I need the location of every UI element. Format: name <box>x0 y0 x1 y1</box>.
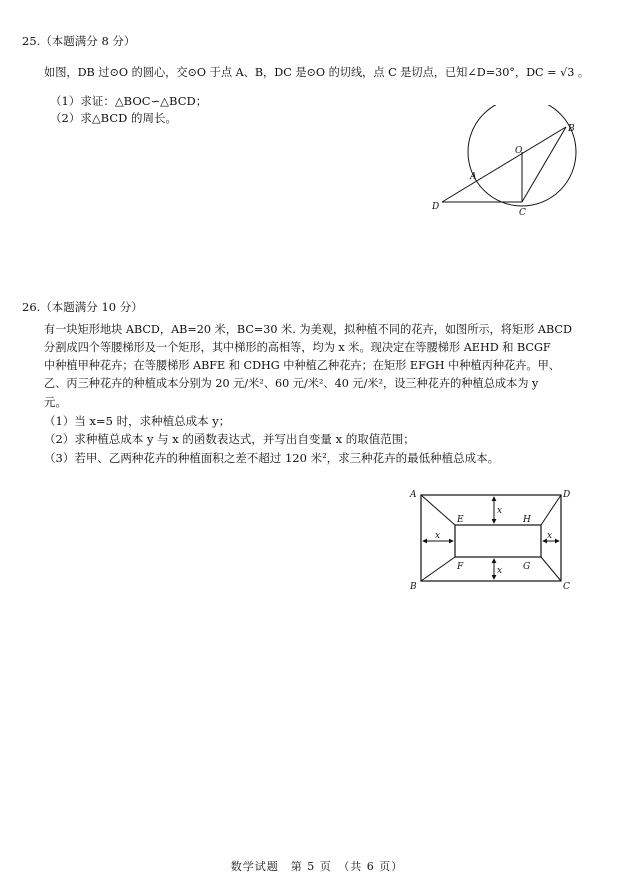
rect-efgh <box>455 525 541 557</box>
segment-cg <box>541 557 561 581</box>
label-x-bottom: x <box>497 566 503 576</box>
label-h: H <box>523 515 531 525</box>
q26-part1: （1）当 x=5 时，求种植总成本 y； <box>44 414 231 428</box>
label-x-left: x <box>435 531 441 541</box>
q26-part2: （2）求种植总成本 y 与 x 的函数表达式，并写出自变量 x 的取值范围； <box>44 432 415 446</box>
label-b: B <box>410 582 417 592</box>
q26-line3: 中种植甲种花卉；在等腰梯形 ABFE 和 CDHG 中种植乙种花卉；在矩形 EFGH 中种植丙种花卉。甲、 <box>44 359 560 372</box>
label-x-top: x <box>497 506 503 516</box>
label-o: O <box>515 146 523 156</box>
label-f: F <box>457 562 464 572</box>
q25-circle-figure <box>420 105 590 220</box>
q26-line5: 元。 <box>44 395 67 409</box>
q26-part3: （3）若甲、乙两种花卉的种植面积之差不超过 120 米²，求三种花卉的最低种植总成本。 <box>44 451 500 465</box>
label-a: A <box>470 172 477 182</box>
q26-line2: 分割成四个等腰梯形及一个矩形，其中梯形的高相等，均为 x 米。现决定在等腰梯形 AEHD 和 BCGF <box>44 341 551 354</box>
q25-part1: （1）求证：△BOC∽△BCD； <box>50 94 208 108</box>
q26-line4: 乙、丙三种花卉的种植成本分别为 20 元/米²、60 元/米²、40 元/米²，设三种花卉的种植总成本为 y <box>44 377 539 390</box>
label-g: G <box>523 562 531 572</box>
segment-ae <box>421 495 455 525</box>
q25-part2: （2）求△BCD 的周长。 <box>50 111 177 125</box>
page-footer: 数学试题 第 5 页 （共 6 页） <box>230 860 404 873</box>
label-x-right: x <box>547 531 553 541</box>
label-c: C <box>563 582 570 592</box>
q26-header: 26.（本题满分 10 分） <box>22 300 143 314</box>
segment-dh <box>541 495 561 525</box>
label-d: D <box>563 490 571 500</box>
line-db <box>442 127 566 202</box>
q25-header: 25.（本题满分 8 分） <box>22 34 136 48</box>
q25-intro: 如图，DB 过⊙O 的圆心，交⊙O 于点 A、B，DC 是⊙O 的切线，点 C 是切点，已知∠D=30°，DC = √3 。 <box>44 66 590 79</box>
label-b: B <box>568 124 575 134</box>
rect-abcd <box>421 495 561 581</box>
label-e: E <box>457 515 464 525</box>
segment-bf <box>421 557 455 581</box>
q26-line1: 有一块矩形地块 ABCD，AB=20 米，BC=30 米. 为美观，拟种植不同的花卉，如图所示，将矩形 ABCD <box>44 323 572 336</box>
q26-rectangle-figure <box>405 485 575 593</box>
label-a: A <box>410 490 417 500</box>
label-d: D <box>432 202 440 212</box>
label-c: C <box>519 208 526 218</box>
